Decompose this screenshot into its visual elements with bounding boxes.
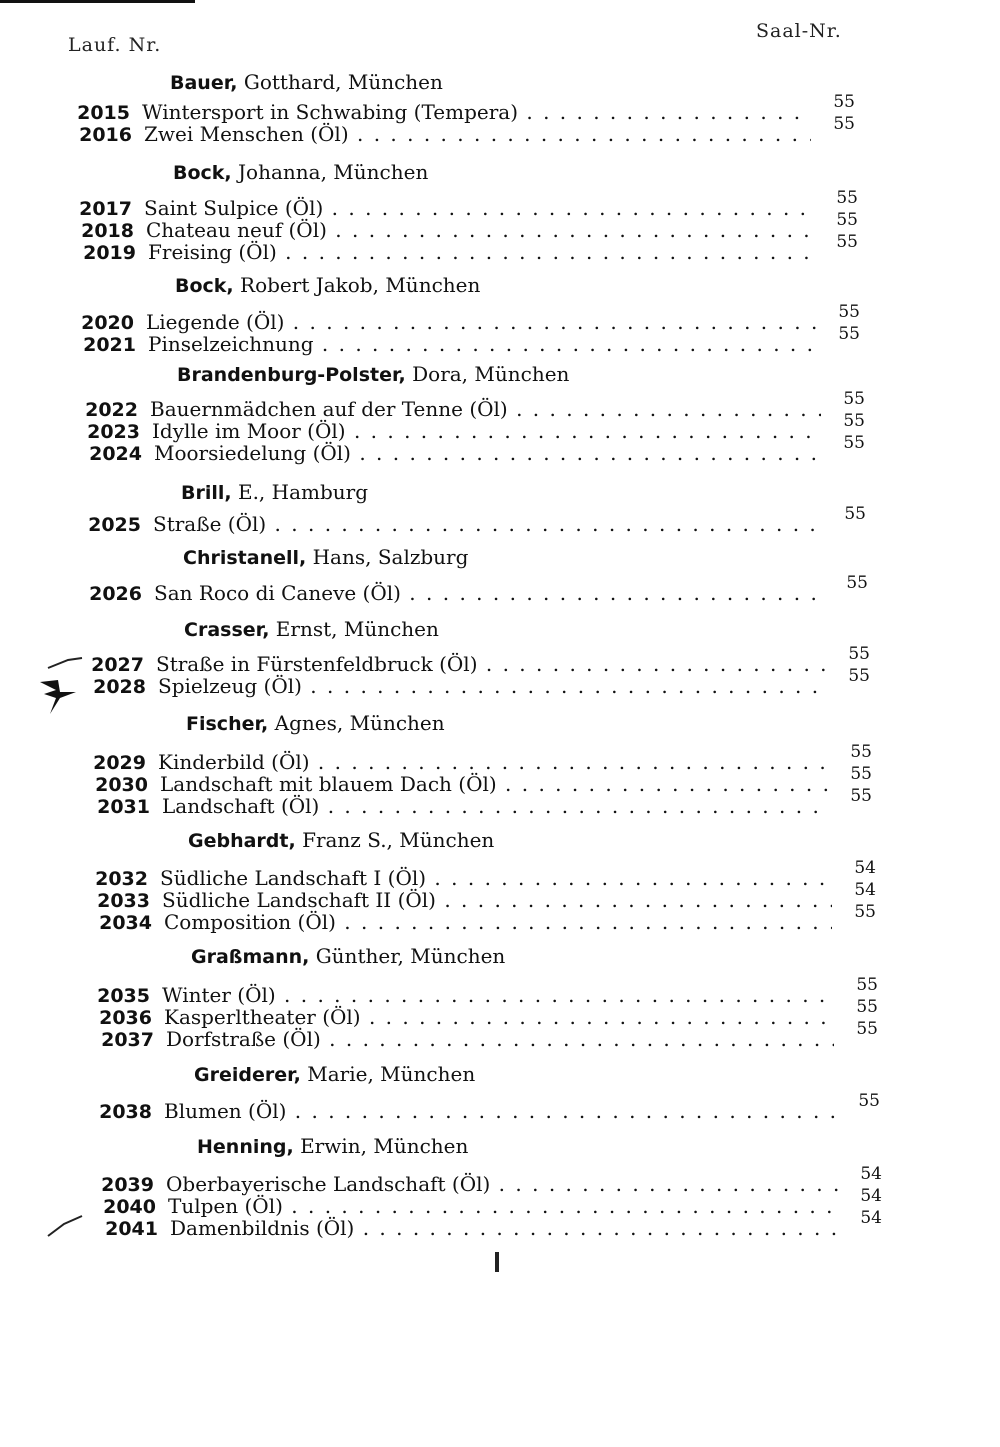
- artist-heading: [181, 480, 368, 504]
- entry-title: Zwei Menschen (Öl) . . .: [144, 122, 811, 146]
- header-lauf-nr: Lauf. Nr.: [68, 34, 162, 56]
- entry-saal-number: 55: [843, 433, 865, 453]
- catalog-entry: [88, 786, 872, 818]
- entry-saal-number: 54: [860, 1186, 882, 1206]
- entry-title: Straße in Fürstenfeldbruck (Öl) . . .: [156, 652, 826, 676]
- artist-heading: [191, 944, 505, 968]
- entry-title: Moorsiedelung (Öl) . . .: [154, 441, 821, 465]
- catalog-entry: [84, 742, 872, 774]
- catalog-entry: [92, 1164, 882, 1196]
- artist-details: Gotthard, München: [243, 70, 443, 94]
- page-mark: [495, 1252, 499, 1272]
- artist-heading: [186, 711, 445, 735]
- artist-details: Johanna, München: [238, 160, 429, 184]
- entry-title: Saint Sulpice (Öl) . . .: [144, 196, 814, 220]
- entry-number: 2028: [93, 676, 146, 698]
- catalog-entry: [72, 210, 858, 242]
- entry-saal-number: 55: [850, 764, 872, 784]
- entry-number: 2018: [81, 220, 134, 242]
- entry-saal-number: 55: [833, 92, 855, 112]
- entry-title: Landschaft mit blauem Dach (Öl) . . .: [160, 772, 828, 796]
- catalog-entry: [92, 1019, 878, 1051]
- entry-title: Landschaft (Öl) . . .: [162, 794, 828, 818]
- entry-title: Damenbildnis (Öl) . . .: [170, 1216, 838, 1240]
- catalog-entry: [90, 1091, 880, 1123]
- entry-saal-number: 54: [860, 1208, 882, 1228]
- artist-details: Franz S., München: [302, 828, 495, 852]
- entry-saal-number: 55: [858, 1091, 880, 1111]
- artist-name: Brill,: [181, 482, 232, 504]
- artist-name: Fischer,: [186, 713, 269, 735]
- entry-saal-number: 54: [860, 1164, 882, 1184]
- entry-number: 2025: [88, 514, 141, 536]
- catalog-entry: [94, 1186, 882, 1218]
- top-rule: [0, 0, 195, 3]
- entry-number: 2023: [87, 421, 140, 443]
- entry-number: 2020: [81, 312, 134, 334]
- artist-heading: [170, 70, 443, 94]
- artist-heading: [194, 1062, 475, 1086]
- entry-title: Oberbayerische Landschaft (Öl) . . .: [166, 1172, 838, 1196]
- entry-saal-number: 55: [836, 210, 858, 230]
- entry-number: 2036: [99, 1007, 152, 1029]
- entry-number: 2021: [83, 334, 136, 356]
- artist-details: Erwin, München: [300, 1134, 469, 1158]
- artist-name: Gebhardt,: [188, 830, 296, 852]
- entry-title: Tulpen (Öl) . . .: [168, 1194, 838, 1218]
- entry-number: 2038: [99, 1101, 152, 1123]
- catalog-entry: [88, 975, 878, 1007]
- entry-title: Winter (Öl) . . .: [162, 983, 834, 1007]
- entry-title: Kasperltheater (Öl) . . .: [164, 1005, 834, 1029]
- artist-details: Hans, Salzburg: [312, 545, 469, 569]
- artist-heading: [177, 362, 569, 386]
- entry-number: 2029: [93, 752, 146, 774]
- artist-name: Bock,: [173, 162, 232, 184]
- entry-saal-number: 55: [843, 411, 865, 431]
- entry-number: 2019: [83, 242, 136, 264]
- entry-number: 2031: [97, 796, 150, 818]
- catalog-entry: [74, 232, 858, 264]
- entry-title: San Roco di Caneve (Öl) . . .: [154, 581, 824, 605]
- entry-number: 2033: [97, 890, 150, 912]
- entry-title: Dorfstraße (Öl) . . .: [166, 1027, 834, 1051]
- catalog-entry: [68, 92, 855, 124]
- artist-name: Brandenburg-Polster,: [177, 364, 406, 386]
- entry-saal-number: 55: [836, 188, 858, 208]
- artist-name: Greiderer,: [194, 1064, 301, 1086]
- entry-title: Chateau neuf (Öl) . . .: [146, 218, 814, 242]
- entry-number: 2035: [97, 985, 150, 1007]
- entry-number: 2026: [89, 583, 142, 605]
- entry-saal-number: 55: [848, 666, 870, 686]
- artist-details: Dora, München: [412, 362, 570, 386]
- entry-title: Bauernmädchen auf der Tenne (Öl) . . .: [150, 397, 821, 421]
- catalog-entry: [90, 902, 876, 934]
- artist-name: Christanell,: [183, 547, 307, 569]
- entry-saal-number: 55: [833, 114, 855, 134]
- artist-name: Crasser,: [184, 619, 270, 641]
- entry-number: 2022: [85, 399, 138, 421]
- entry-saal-number: 54: [854, 880, 876, 900]
- catalog-entry: [79, 504, 866, 536]
- artist-heading: [184, 617, 439, 641]
- entry-number: 2030: [95, 774, 148, 796]
- entry-title: Straße (Öl) . . .: [153, 512, 822, 536]
- catalog-entry: [86, 764, 872, 796]
- catalog-entry: [72, 302, 860, 334]
- entry-number: 2016: [79, 124, 132, 146]
- entry-title: Südliche Landschaft II (Öl) . . .: [162, 888, 832, 912]
- catalog-entry: [96, 1208, 882, 1240]
- artist-heading: [188, 828, 494, 852]
- catalog-entry: [70, 188, 858, 220]
- entry-saal-number: 55: [836, 232, 858, 252]
- entry-title: Spielzeug (Öl) . . .: [158, 674, 826, 698]
- entry-saal-number: 55: [854, 902, 876, 922]
- catalog-entry: [78, 411, 865, 443]
- entry-title: Liegende (Öl) . . .: [146, 310, 816, 334]
- artist-details: Agnes, München: [274, 711, 445, 735]
- entry-title: Pinselzeichnung . . .: [148, 332, 816, 356]
- entry-saal-number: 55: [856, 1019, 878, 1039]
- artist-heading: [183, 545, 468, 569]
- artist-heading: [197, 1134, 468, 1158]
- entry-title: Kinderbild (Öl) . . .: [158, 750, 828, 774]
- catalog-entry: [90, 997, 878, 1029]
- artist-details: Robert Jakob, München: [240, 273, 481, 297]
- entry-saal-number: 55: [844, 504, 866, 524]
- artist-details: Günther, München: [315, 944, 506, 968]
- entry-saal-number: 55: [838, 324, 860, 344]
- entry-number: 2041: [105, 1218, 158, 1240]
- artist-details: Ernst, München: [275, 617, 439, 641]
- ink-star-mark: [36, 676, 82, 718]
- entry-saal-number: 54: [854, 858, 876, 878]
- entry-number: 2039: [101, 1174, 154, 1196]
- entry-saal-number: 55: [850, 786, 872, 806]
- entry-title: Composition (Öl) . . .: [164, 910, 832, 934]
- catalog-entry: [84, 666, 870, 698]
- entry-number: 2040: [103, 1196, 156, 1218]
- entry-title: Idylle im Moor (Öl) . . .: [152, 419, 821, 443]
- pencil-tick-mark: [46, 1210, 86, 1240]
- entry-saal-number: 55: [856, 997, 878, 1017]
- catalog-entry: [80, 433, 865, 465]
- entry-saal-number: 55: [848, 644, 870, 664]
- artist-details: E., Hamburg: [237, 480, 369, 504]
- catalog-entry: [82, 644, 870, 676]
- artist-heading: [173, 160, 428, 184]
- entry-number: 2024: [89, 443, 142, 465]
- catalog-entry: [88, 880, 876, 912]
- entry-number: 2034: [99, 912, 152, 934]
- header-saal-nr: Saal-Nr.: [756, 20, 842, 42]
- catalog-entry: [86, 858, 876, 890]
- entry-title: Blumen (Öl) . . .: [164, 1099, 836, 1123]
- catalog-entry: [80, 573, 868, 605]
- artist-name: Graßmann,: [191, 946, 310, 968]
- entry-title: Südliche Landschaft I (Öl) . . .: [160, 866, 832, 890]
- catalog-entry: [74, 324, 860, 356]
- entry-saal-number: 55: [838, 302, 860, 322]
- artist-name: Henning,: [197, 1136, 294, 1158]
- entry-saal-number: 55: [843, 389, 865, 409]
- entry-title: Freising (Öl) . . .: [148, 240, 814, 264]
- entry-number: 2027: [91, 654, 144, 676]
- pencil-tick-mark: [46, 655, 86, 671]
- artist-name: Bauer,: [170, 72, 238, 94]
- catalog-entry: [76, 389, 865, 421]
- entry-number: 2037: [101, 1029, 154, 1051]
- entry-title: Wintersport in Schwabing (Tempera) . . .: [142, 100, 811, 124]
- artist-name: Bock,: [175, 275, 234, 297]
- artist-details: Marie, München: [307, 1062, 476, 1086]
- entry-saal-number: 55: [846, 573, 868, 593]
- catalog-entry: [70, 114, 855, 146]
- entry-number: 2032: [95, 868, 148, 890]
- entry-saal-number: 55: [850, 742, 872, 762]
- artist-heading: [175, 273, 480, 297]
- entry-saal-number: 55: [856, 975, 878, 995]
- entry-number: 2017: [79, 198, 132, 220]
- entry-number: 2015: [77, 102, 130, 124]
